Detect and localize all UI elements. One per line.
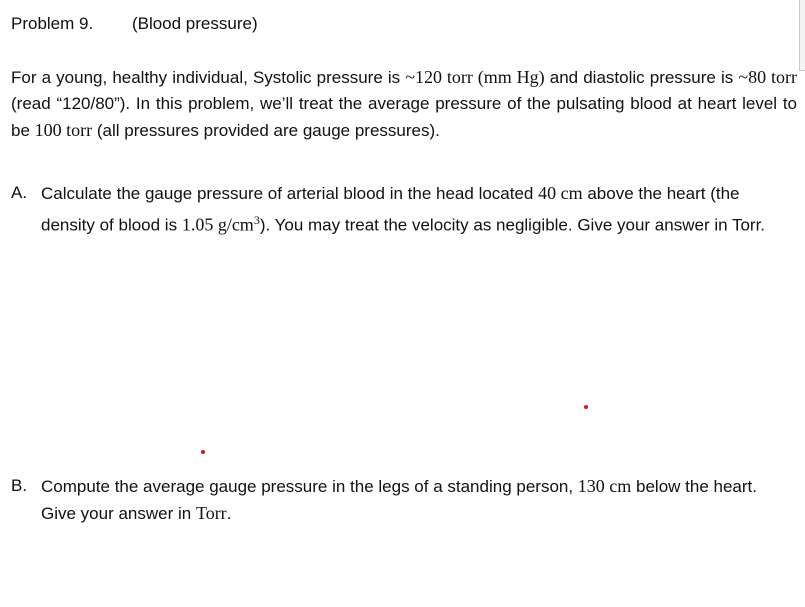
window-edge (799, 0, 805, 71)
diastolic-value: ~80 torr (738, 67, 797, 87)
problem-topic: (Blood pressure) (131, 14, 258, 33)
problem-intro (11, 64, 797, 144)
question-b-text (41, 473, 771, 527)
question-a-text (41, 180, 771, 239)
density-value: 1.05 g/cm (181, 214, 254, 235)
depth-value: 130 cm (577, 476, 632, 496)
question-text: . (226, 504, 232, 523)
problem-number: Problem 9. (11, 14, 94, 33)
systolic-value: ~120 torr (mm Hg) (405, 67, 545, 87)
problem-heading (11, 14, 258, 34)
red-marker-dot (584, 405, 588, 409)
density-exponent: 3 (253, 213, 260, 227)
question-a-label: A. (11, 183, 28, 202)
question-a (11, 180, 771, 239)
question-b-label: B. (11, 476, 28, 495)
intro-text: (read “120/80”). In this problem, we’ll treat the average pressure of the pulsating blood at heart level to be (11, 94, 797, 140)
average-pressure-value: 100 torr (34, 120, 93, 140)
question-text: below the heart. Give your answer in (41, 477, 757, 523)
red-marker-dot (201, 450, 205, 454)
question-text: Compute the average gauge pressure in the legs of a standing person, (41, 477, 578, 496)
question-b (11, 473, 771, 527)
intro-text: (all pressures provided are gauge pressures). (92, 121, 440, 140)
question-text: above the heart (the density of blood is (41, 184, 740, 235)
intro-text: and diastolic pressure is (544, 68, 739, 87)
intro-text: For a young, healthy individual, Systolic pressure is (11, 68, 406, 87)
height-value: 40 cm (538, 183, 583, 203)
question-text: ). You may treat the velocity as negligible. Give your answer in Torr. (259, 215, 766, 235)
unit-value: Torr (195, 503, 227, 523)
question-text: Calculate the gauge pressure of arterial blood in the head located (41, 184, 539, 203)
